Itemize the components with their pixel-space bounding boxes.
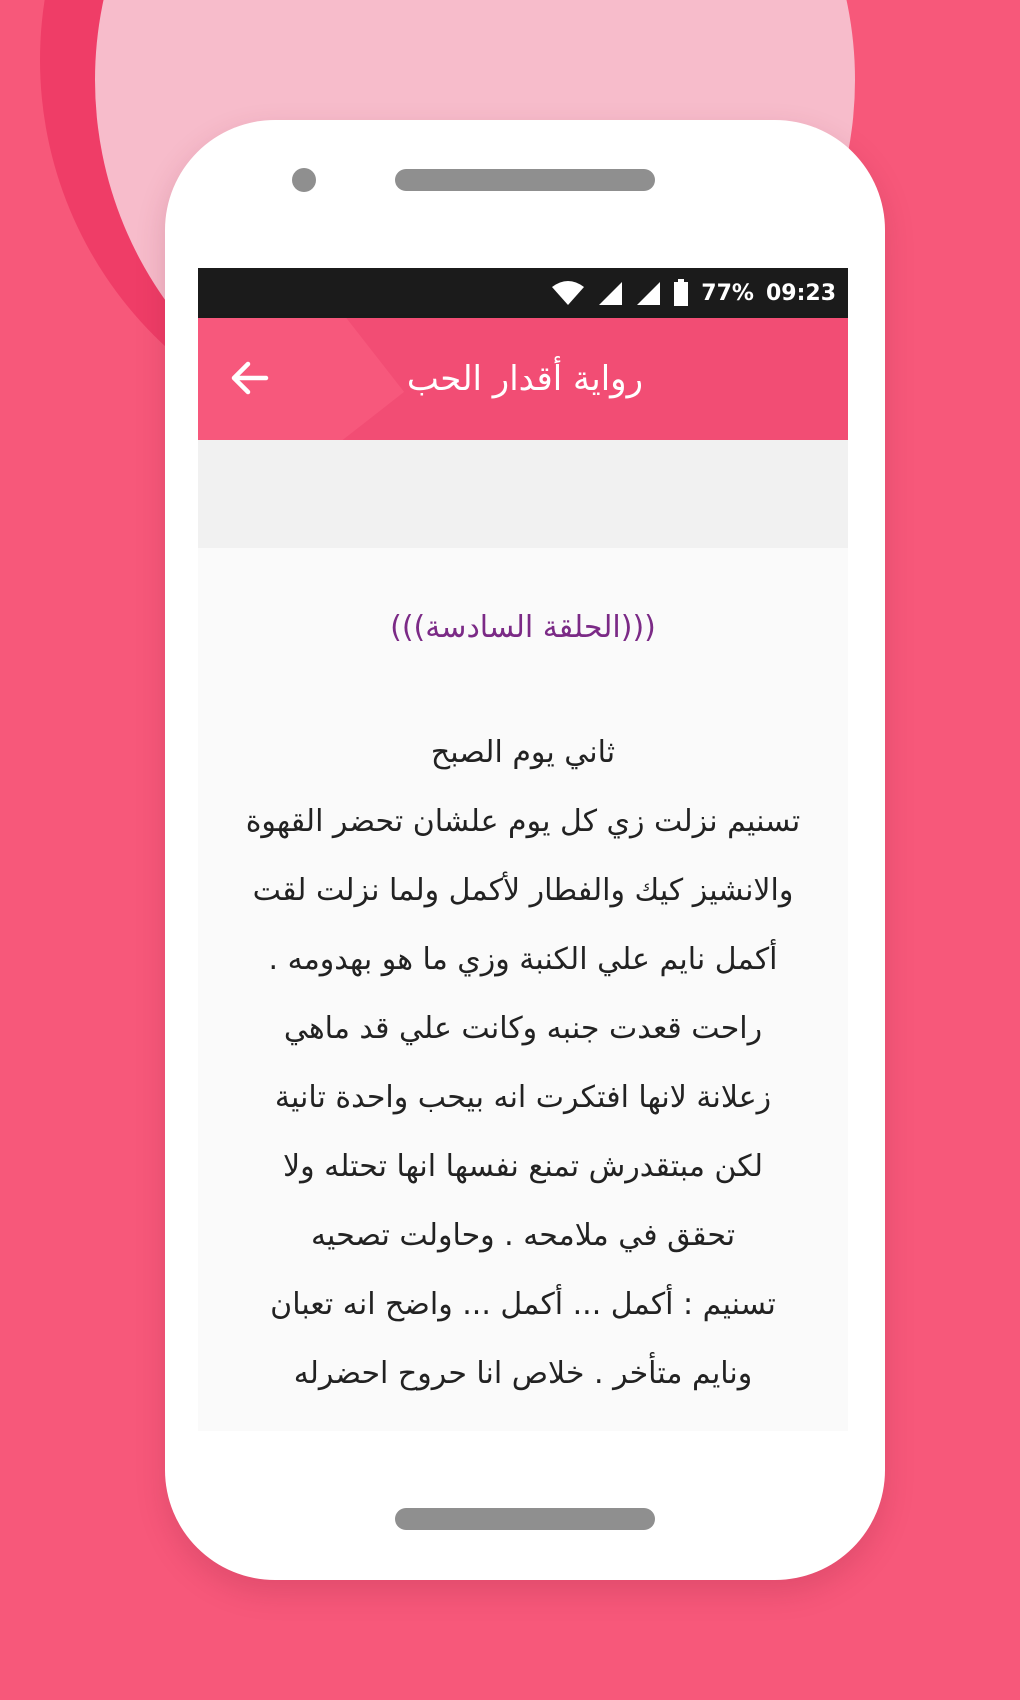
battery-percent: 77% bbox=[701, 280, 754, 306]
signal-icon bbox=[597, 280, 623, 306]
text-line: تسنيم نزلت زي كل يوم علشان تحضر القهوة bbox=[245, 804, 801, 839]
text-line: راحت قعدت جنبه وكانت علي قد ماهي bbox=[283, 1011, 763, 1046]
phone-screen bbox=[198, 268, 848, 1431]
ad-banner-placeholder bbox=[198, 440, 848, 548]
text-line: تسنيم : أكمل ... أكمل ... واضح انه تعبان bbox=[270, 1287, 776, 1322]
text-line: زعلانة لانها افتكرت انه بيحب واحدة تانية bbox=[274, 1080, 772, 1115]
phone-camera bbox=[292, 168, 316, 192]
app-bar bbox=[198, 318, 848, 440]
wifi-icon bbox=[551, 279, 585, 307]
chapter-text bbox=[218, 718, 828, 1408]
text-line: تحقق في ملامحه . وحاولت تصحيه bbox=[310, 1218, 736, 1253]
back-button[interactable] bbox=[228, 358, 272, 402]
text-line: ونايم متأخر . خلاص انا حروح احضرله bbox=[293, 1356, 753, 1391]
chapter-content[interactable] bbox=[198, 548, 848, 1431]
text-line: ثاني يوم الصبح bbox=[430, 735, 616, 770]
phone-speaker bbox=[395, 169, 655, 191]
text-line: أكمل نايم علي الكنبة وزي ما هو بهدومه . bbox=[268, 942, 778, 977]
status-time: 09:23 bbox=[765, 280, 836, 306]
signal-icon bbox=[635, 280, 661, 306]
phone-home-bar bbox=[395, 1508, 655, 1530]
text-line: والانشيز كيك والفطار لأكمل ولما نزلت لقت bbox=[252, 873, 794, 908]
battery-icon bbox=[673, 279, 689, 307]
chapter-heading: (((الحلقة السادسة))) bbox=[390, 610, 656, 645]
page-title: رواية أقدار الحب bbox=[406, 359, 643, 399]
text-line: لكن مبتقدرش تمنع نفسها انها تحتله ولا bbox=[283, 1149, 763, 1184]
arrow-left-icon bbox=[230, 360, 270, 400]
status-bar bbox=[198, 268, 848, 318]
